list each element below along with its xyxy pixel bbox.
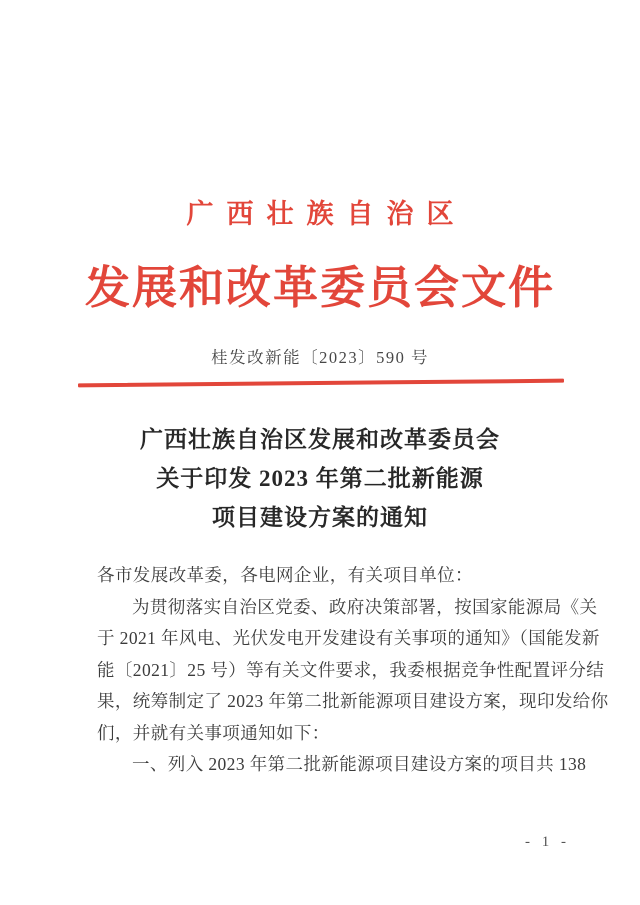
- document-title-line: 项目建设方案的通知: [212, 505, 428, 530]
- body-line: 能〔2021〕25 号）等有关文件要求，我委根据竞争性配置评分结: [97, 659, 605, 680]
- letterhead-region-name: 广西壮族自治区: [186, 199, 467, 229]
- document-title-line: 广西壮族自治区发展和改革委员会: [140, 427, 500, 452]
- body-line: 果，统筹制定了 2023 年第二批新能源项目建设方案，现印发给你: [97, 691, 609, 711]
- document-reference-number: 桂发改新能〔2023〕590 号: [211, 348, 429, 367]
- page-number: - 1 -: [525, 834, 570, 850]
- body-salutation: 各市发展改革委，各电网企业，有关项目单位：: [97, 565, 473, 585]
- body-line: 为贯彻落实自治区党委、政府决策部署，按国家能源局《关: [132, 596, 598, 617]
- body-line: 一、列入 2023 年第二批新能源项目建设方案的项目共 138: [132, 754, 587, 774]
- body-line: 们，并就有关事项通知如下：: [97, 722, 330, 743]
- body-line: 于 2021 年风电、光伏发电开发建设有关事项的通知》（国能发新: [97, 628, 600, 648]
- letterhead-divider-rule: [78, 379, 564, 387]
- document-title: [60, 420, 580, 537]
- document-body: [97, 560, 609, 781]
- document-title-line: 关于印发 2023 年第二批新能源: [156, 466, 484, 491]
- letterhead-agency-name: 发展和改革委员会文件: [84, 263, 555, 313]
